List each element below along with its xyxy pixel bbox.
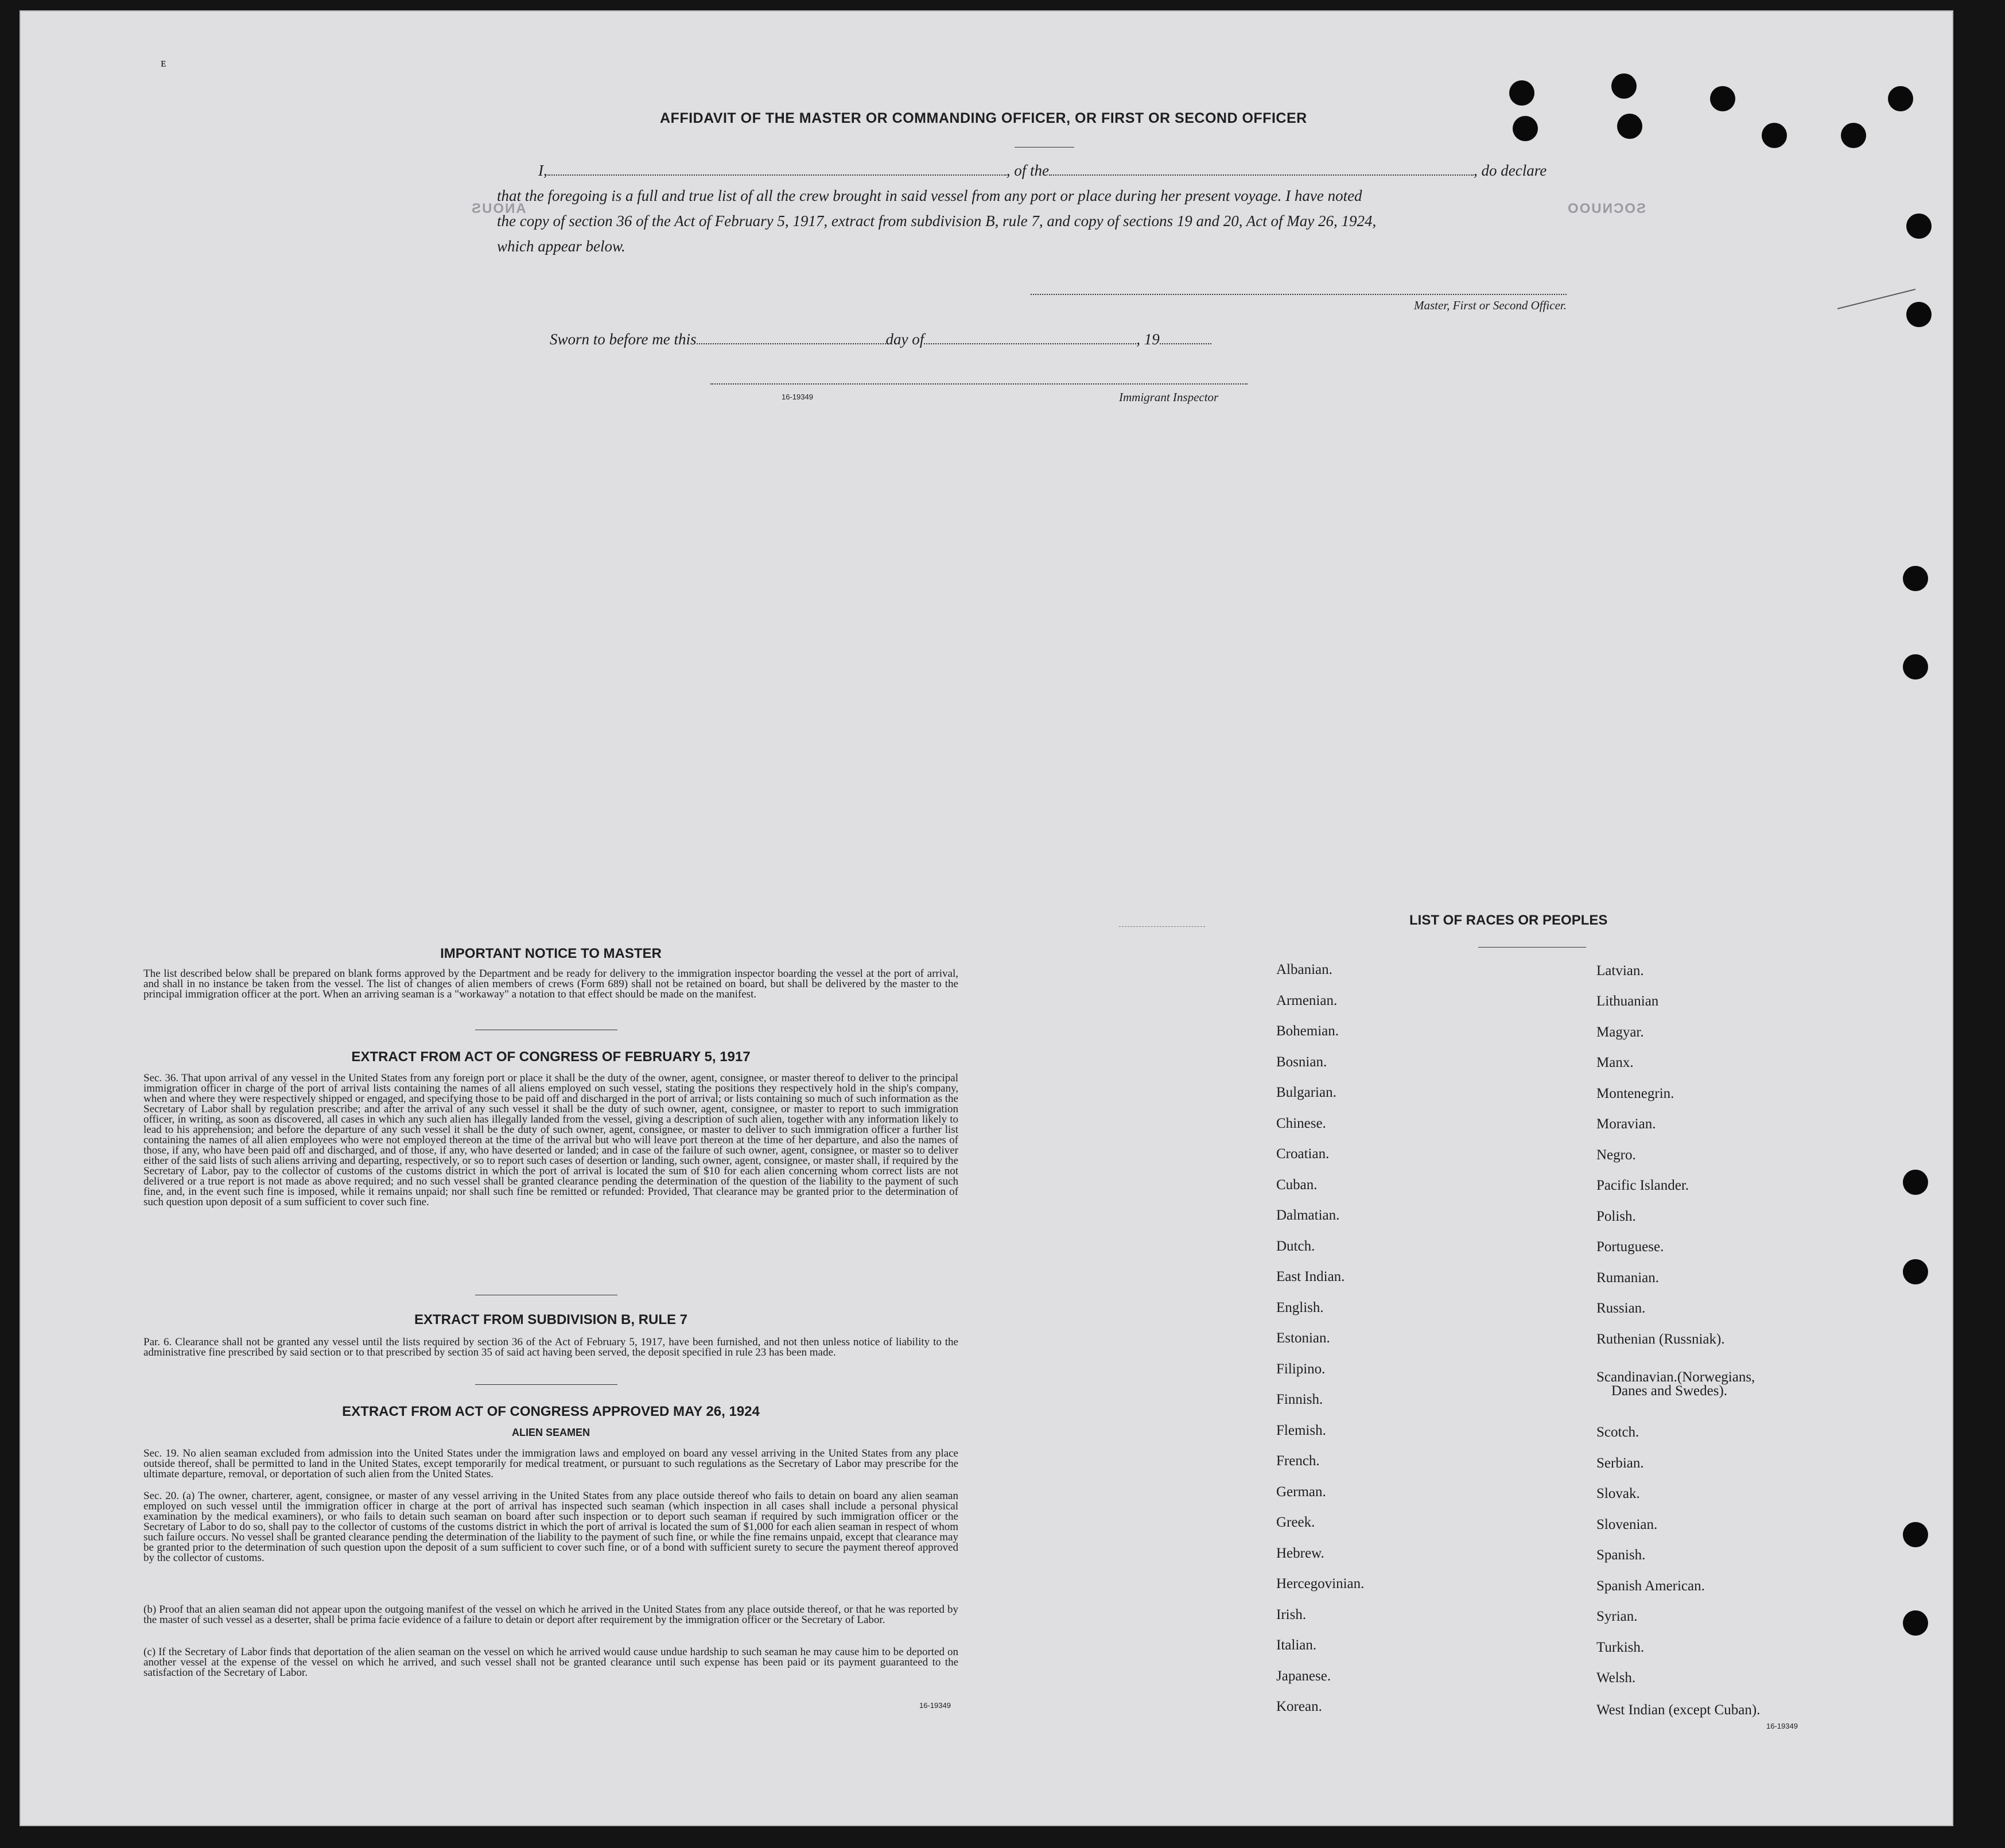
bleed-through-mark: SOCNUOO <box>1567 201 1646 216</box>
rule7-title: EXTRACT FROM SUBDIVISION B, RULE 7 <box>414 1312 688 1327</box>
affidavit-title: AFFIDAVIT OF THE MASTER OR COMMANDING OFFICER, OR FIRST OR SECOND OFFICER <box>660 110 1307 126</box>
race-item: Bosnian. <box>1276 1054 1327 1070</box>
rule7-text: Par. 6. Clearance shall not be granted any vessel until the lists required by section 36 of the Act of February 5, 1917, have been furnished, and not then unless notice of liability to the administrative fine prescribed by said section or to that prescribed by section 35 of said act having been served, the deposit specified in rule 23 has been made. <box>143 1336 958 1358</box>
name-blank[interactable] <box>547 174 1007 176</box>
notice-title: IMPORTANT NOTICE TO MASTER <box>440 946 662 961</box>
extract-1924-sec19: Sec. 19. No alien seaman excluded from admission into the United States under the immigration laws and employed on board any vessel arriving in the United States from any place outside thereof, shall be permitted to land in the United States, except temporarily for medical treatment, or pursuant to such regulations as the Secretary of Labor may prescribe for the ultimate departure, removal, or deportation of such alien from the United States. <box>143 1447 958 1480</box>
sworn-day-blank[interactable] <box>697 343 886 344</box>
race-item: West Indian (except Cuban). <box>1596 1702 1761 1718</box>
binder-hole <box>1513 116 1538 141</box>
race-item: Danes and Swedes). <box>1611 1383 1728 1399</box>
race-item: Russian. <box>1596 1300 1646 1316</box>
race-item: Greek. <box>1276 1515 1315 1530</box>
of-the-label: , of the <box>1006 162 1049 179</box>
race-item: Croatian. <box>1276 1146 1330 1162</box>
binder-hole <box>1509 80 1534 106</box>
race-item: Flemish. <box>1276 1422 1326 1438</box>
inspector-signature-line[interactable] <box>710 383 1248 385</box>
form-number: 16-19349 <box>782 393 813 401</box>
race-item: Rumanian. <box>1596 1270 1660 1286</box>
race-item: Finnish. <box>1276 1392 1323 1407</box>
race-item: Turkish. <box>1596 1640 1645 1655</box>
do-declare-label: , do declare <box>1474 162 1547 179</box>
race-item: Albanian. <box>1276 962 1332 977</box>
race-item: Manx. <box>1596 1055 1634 1070</box>
race-item: French. <box>1276 1453 1320 1469</box>
binder-hole <box>1617 114 1642 139</box>
race-item: Syrian. <box>1596 1609 1638 1624</box>
extract-1917-text: Sec. 36. That upon arrival of any vessel in the United States from any foreign port or place it shall be the duty of the owner, agent, consignee, or master thereof to deliver to the principal immigration officer in charge of the port of arrival lists containing the names of all aliens employed on such vessel, stating the positions they respectively hold in the ship's company, when and where they were respectively shipped or engaged, and specifying those to be paid off and discharged in the port of arrival; or lists containing so much of such information as the Secretary of Labor shall by regulation prescribe; and after the arrival of any such vessel it shall be the duty of such owner, agent, consignee, or master to report to such immigration officer, in writing, as soon as discovered, all cases in which any such alien has illegally landed from the vessel, giving a description of such alien, together with any information likely to lead to his apprehension; and before the departure of any such vessel it shall be the duty of such owner, agent, consignee, or master to deliver to such immigration officer a further list containing the names of all alien employees who were not employed thereon at the time of the arrival but who will leave port thereon at the time of her departure, and also the names of those, if any, who have been paid off and discharged, and of those, if any, who have deserted or landed; and in case of the failure of such owner, agent, consignee, or master so to deliver either of the said lists of such aliens arriving and departing, respectively, or so to report such cases of desertion or landing, such owner, agent, consignee, or master shall, if required by the Secretary of Labor, pay to the collector of customs of the customs district in which the port of arrival is located the sum of $10 for each alien concerning whom correct lists are not delivered or a true report is not made as above required; and no such vessel shall be granted clearance pending the determination of the question of the liability to the payment of such fine, and, in the event such fine is imposed, while it remains unpaid; nor shall such fine be remitted or refunded: Provided, That clearance may be granted prior to the determination of such question upon deposit of a sum sufficient to cover such fine. <box>143 1072 958 1208</box>
race-item: Scotch. <box>1596 1424 1639 1440</box>
binder-hole <box>1906 213 1932 239</box>
bleed-through-mark: ANOUS <box>471 201 526 216</box>
binder-hole <box>1903 1259 1928 1284</box>
race-item: Polish. <box>1596 1209 1636 1224</box>
faint-line <box>1119 926 1205 927</box>
binder-hole <box>1710 86 1735 111</box>
extract-1924-sec20b: (b) Proof that an alien seaman did not appear upon the outgoing manifest of the vessel on which he arrived in the United States from any place outside thereof, or that he was reported by the master of such vessel as a deserter, shall be prima facie evidence of a failure to detain or deport after requirement by the immigration officer or the Secretary of Labor. <box>143 1604 958 1626</box>
race-item: Korean. <box>1276 1699 1322 1714</box>
race-item: Spanish. <box>1596 1547 1646 1563</box>
races-title: LIST OF RACES OR PEOPLES <box>1409 913 1608 928</box>
sworn-label: Sworn to before me this <box>550 331 697 348</box>
affidavit-line-2: that the foregoing is a full and true list of all the crew brought in said vessel from any port or place during her present voyage. I have noted <box>497 187 1362 204</box>
race-item: English. <box>1276 1299 1324 1315</box>
race-item: Cuban. <box>1276 1177 1318 1193</box>
binder-hole <box>1903 1170 1928 1195</box>
form-number: 16-19349 <box>1766 1722 1798 1730</box>
binder-hole <box>1611 73 1637 99</box>
race-item: Bohemian. <box>1276 1023 1339 1039</box>
race-item: Estonian. <box>1276 1330 1330 1346</box>
binder-hole <box>1903 1610 1928 1636</box>
extract-1924-sec20c: (c) If the Secretary of Labor finds that deportation of the alien seaman on the vessel on which he arrived would cause undue hardship to such seaman he may cause him to be deported on another vessel at the expense of the vessel on which he arrived, and such vessel shall not be granted clearance until such expense has been paid or its payment guaranteed to the satisfaction of the Secretary of Labor. <box>143 1646 958 1679</box>
race-item: Lithuanian <box>1596 993 1659 1009</box>
affidavit-line-4: which appear below. <box>497 238 625 255</box>
master-caption: Master, First or Second Officer. <box>1414 298 1567 312</box>
race-item: Serbian. <box>1596 1455 1644 1471</box>
race-item: Negro. <box>1596 1147 1636 1163</box>
binder-hole <box>1903 654 1928 680</box>
day-of-label: day of <box>885 331 924 348</box>
i-label: I, <box>538 162 547 179</box>
race-item: Filipino. <box>1276 1361 1326 1377</box>
binder-hole <box>1841 123 1866 148</box>
binder-hole <box>1762 123 1787 148</box>
race-item: Japanese. <box>1276 1668 1331 1684</box>
extract-1924-sec20a: Sec. 20. (a) The owner, charterer, agent, consignee, or master of any vessel arriving in the United States from any place outside thereof who fails to detain on board any alien seaman employed on such vessel until the immigration officer in charge at the port of arrival has inspected such seaman (which inspection in all cases shall include a personal physical examination by the medical examiners), or who fails to detain such seaman on board after such inspection or to deport such seaman if required by such immigration officer or the Secretary of Labor to do so, shall pay to the collector of customs of the customs district in which the port of arrival is located the sum of $1,000 for each alien seaman in respect of whom such failure occurs. No vessel shall be granted clearance pending the determination of the liability to the payment of such fine, or while the fine remains unpaid, except that clearance may be granted prior to the determination of such question upon the deposit of a sum sufficient to cover such fine, or of a bond with sufficient surety to secure the payment thereof approved by the collector of customs. <box>143 1490 958 1564</box>
affidavit-line-3: the copy of section 36 of the Act of February 5, 1917, extract from subdivision B, rule 7, and copy of sections 19 and 20, Act of May 26, 1924, <box>497 212 1377 230</box>
binder-hole <box>1906 302 1932 327</box>
sworn-line <box>550 331 1211 348</box>
race-item: Slovenian. <box>1596 1517 1658 1532</box>
race-item: Scandinavian.(Norwegians, <box>1596 1369 1755 1385</box>
corner-mark: ᴇ <box>161 55 166 69</box>
race-item: Hebrew. <box>1276 1545 1324 1561</box>
race-item: East Indian. <box>1276 1269 1345 1284</box>
race-item: Pacific Islander. <box>1596 1178 1689 1193</box>
race-item: Dutch. <box>1276 1238 1315 1254</box>
extract-1917-title: EXTRACT FROM ACT OF CONGRESS OF FEBRUARY 5, 1917 <box>351 1049 751 1065</box>
extract-1924-title: EXTRACT FROM ACT OF CONGRESS APPROVED MAY 26, 1924 <box>342 1404 760 1419</box>
sworn-month-blank[interactable] <box>924 343 1136 344</box>
race-item: Armenian. <box>1276 992 1338 1008</box>
race-item: German. <box>1276 1484 1326 1500</box>
race-item: Moravian. <box>1596 1116 1656 1132</box>
master-signature-line[interactable] <box>1031 294 1567 295</box>
binder-hole <box>1903 1522 1928 1547</box>
year-label: , 19 <box>1136 331 1160 348</box>
form-number: 16-19349 <box>919 1701 951 1710</box>
race-item: Welsh. <box>1596 1670 1636 1686</box>
race-item: Montenegrin. <box>1596 1086 1674 1101</box>
race-item: Magyar. <box>1596 1024 1644 1040</box>
sworn-year-blank[interactable] <box>1160 343 1211 344</box>
affidavit-first-line <box>538 162 1547 180</box>
divider <box>1478 947 1586 948</box>
race-item: Spanish American. <box>1596 1578 1705 1594</box>
divider <box>475 1384 617 1385</box>
binder-hole <box>1903 566 1928 591</box>
race-item: Portuguese. <box>1596 1239 1664 1255</box>
race-item: Latvian. <box>1596 963 1644 979</box>
vessel-blank[interactable] <box>1049 174 1474 176</box>
race-item: Hercegovinian. <box>1276 1576 1365 1591</box>
race-item: Irish. <box>1276 1606 1307 1622</box>
alien-seamen-subtitle: ALIEN SEAMEN <box>511 1427 590 1438</box>
race-item: Bulgarian. <box>1276 1085 1336 1100</box>
race-item: Italian. <box>1276 1637 1317 1653</box>
binder-hole <box>1888 86 1913 111</box>
race-item: Ruthenian (Russniak). <box>1596 1331 1725 1347</box>
race-item: Slovak. <box>1596 1486 1640 1501</box>
race-item: Dalmatian. <box>1276 1208 1340 1223</box>
notice-text: The list described below shall be prepared on blank forms approved by the Department and be ready for delivery to the immigration inspector boarding the vessel at the port of arrival, and shall in no instance be taken from the vessel. The list of changes of alien members of crews (Form 689) shall not be retained on board, but shall be delivered by the master to the principal immigration officer at the port. When an arriving seaman is a "workaway" a notation to that effect should be made on the manifest. <box>143 968 958 1000</box>
inspector-caption: Immigrant Inspector <box>1119 390 1219 404</box>
race-item: Chinese. <box>1276 1115 1326 1131</box>
